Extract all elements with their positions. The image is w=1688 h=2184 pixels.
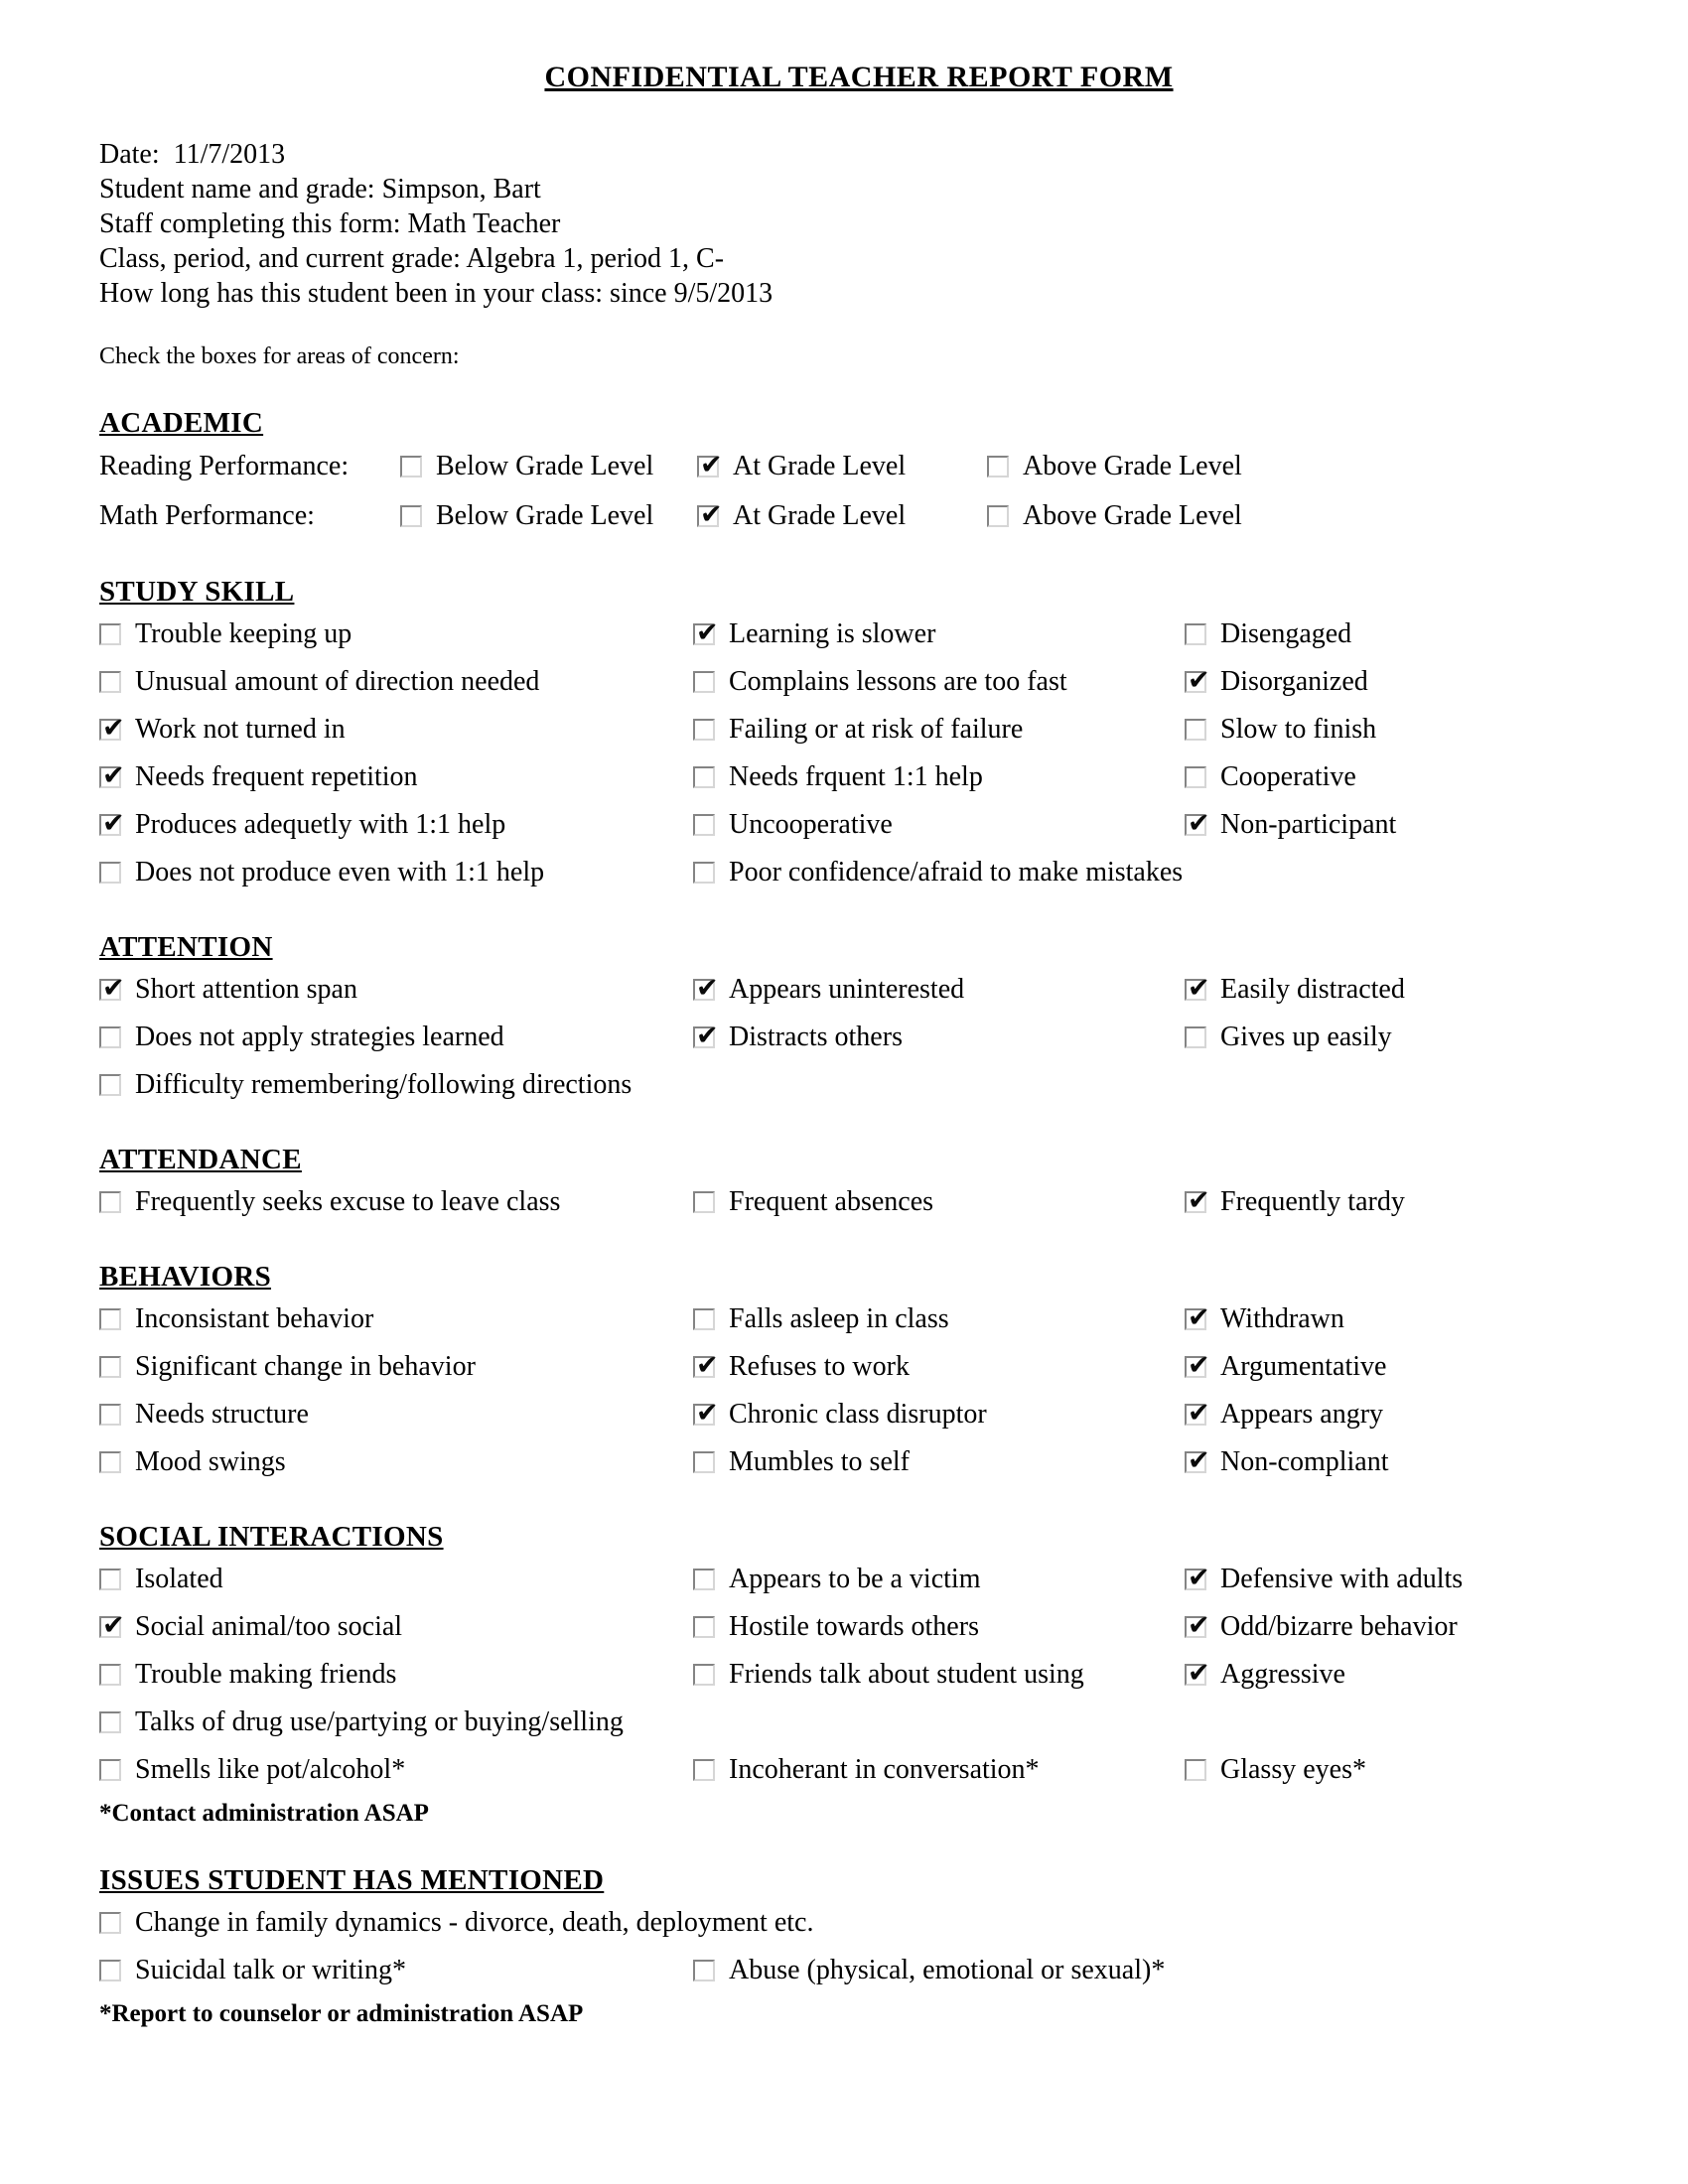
checkbox-label: Odd/bizarre behavior bbox=[1220, 1611, 1458, 1642]
checkbox-item bbox=[99, 1907, 1618, 1939]
checkbox-label: Gives up easily bbox=[1220, 1022, 1392, 1052]
checkbox-label: Needs structure bbox=[135, 1399, 309, 1430]
checkbox-label: Needs frequent repetition bbox=[135, 761, 418, 792]
checkbox-label: At Grade Level bbox=[733, 500, 907, 531]
checkbox[interactable] bbox=[400, 456, 422, 478]
checkbox[interactable] bbox=[1185, 1026, 1206, 1048]
checkmark-icon: ✔ bbox=[696, 1021, 719, 1051]
checkbox-label: Hostile towards others bbox=[729, 1611, 979, 1642]
checkbox[interactable] bbox=[697, 450, 723, 480]
checkbox-label: Unusual amount of direction needed bbox=[135, 666, 540, 697]
checkbox-item bbox=[1185, 1022, 1618, 1053]
checkbox[interactable] bbox=[693, 1021, 719, 1051]
checkbox-label: Above Grade Level bbox=[1023, 451, 1242, 481]
checkbox-label: Uncooperative bbox=[729, 809, 893, 840]
performance-label: Math Performance: bbox=[99, 500, 315, 531]
checkbox-label: Does not produce even with 1:1 help bbox=[135, 857, 545, 887]
checkbox-row bbox=[99, 753, 1618, 801]
checkbox-label: Argumentative bbox=[1220, 1351, 1387, 1382]
checkbox-row bbox=[99, 658, 1618, 706]
checkbox[interactable] bbox=[99, 862, 121, 884]
checkbox[interactable] bbox=[99, 1451, 121, 1473]
checkmark-icon: ✔ bbox=[102, 1610, 125, 1641]
checkbox-label: Chronic class disruptor bbox=[729, 1399, 987, 1430]
checkmark-icon: ✔ bbox=[102, 973, 125, 1004]
checkbox[interactable] bbox=[693, 671, 715, 693]
checkbox-label: Talks of drug use/partying or buying/selling bbox=[135, 1706, 624, 1737]
checkbox-item bbox=[99, 666, 693, 698]
checkbox[interactable] bbox=[99, 1404, 121, 1426]
checkbox-item bbox=[693, 666, 1185, 698]
checkbox[interactable] bbox=[99, 760, 125, 791]
checkbox-label: Frequent absences bbox=[729, 1186, 934, 1217]
checkbox[interactable] bbox=[400, 505, 422, 527]
checkbox-item bbox=[99, 1399, 693, 1431]
checkbox[interactable] bbox=[99, 671, 121, 693]
form-section bbox=[99, 1861, 1618, 2030]
checkbox-label: Suicidal talk or writing* bbox=[135, 1955, 406, 1985]
checkbox-item bbox=[99, 1659, 693, 1691]
header-line: Staff completing this form: Math Teacher bbox=[99, 208, 561, 239]
checkbox[interactable] bbox=[1185, 665, 1210, 696]
checkmark-icon: ✔ bbox=[1188, 1563, 1210, 1593]
header-line: Class, period, and current grade: Algebra 1, period 1, C- bbox=[99, 243, 725, 274]
checkbox[interactable] bbox=[1185, 623, 1206, 645]
checkbox-item bbox=[99, 857, 693, 888]
checkbox-item bbox=[693, 809, 1185, 841]
checkbox-item bbox=[693, 974, 1185, 1006]
checkbox-item bbox=[1185, 1186, 1618, 1218]
checkbox-label: Produces adequetly with 1:1 help bbox=[135, 809, 506, 840]
checkbox-item bbox=[99, 1564, 693, 1595]
checkbox-item bbox=[1185, 714, 1618, 746]
checkmark-icon: ✔ bbox=[696, 973, 719, 1004]
checkbox-label: Appears uninterested bbox=[729, 974, 965, 1005]
checkbox[interactable] bbox=[99, 1074, 121, 1096]
checkbox[interactable] bbox=[987, 456, 1009, 478]
checkbox-item bbox=[99, 618, 693, 650]
checkbox[interactable] bbox=[1185, 1610, 1210, 1641]
checkbox-item bbox=[99, 1446, 693, 1478]
checkbox-label: Distracts others bbox=[729, 1022, 903, 1052]
checkbox-item bbox=[99, 1955, 693, 1986]
checkbox-item bbox=[400, 500, 697, 532]
checkbox-row bbox=[99, 1947, 1618, 1994]
checkbox[interactable] bbox=[693, 1350, 719, 1381]
checkbox-item bbox=[99, 1351, 693, 1383]
checkbox-item bbox=[99, 714, 693, 746]
checkbox-item bbox=[1185, 1399, 1618, 1431]
checkbox[interactable] bbox=[987, 505, 1009, 527]
checkbox-item bbox=[1185, 1611, 1618, 1643]
section-heading: ISSUES STUDENT HAS MENTIONED bbox=[99, 1864, 605, 1896]
checkbox-row bbox=[99, 1296, 1618, 1343]
checkbox-row bbox=[99, 706, 1618, 753]
checkbox-label: At Grade Level bbox=[733, 451, 907, 481]
checkbox-label: Below Grade Level bbox=[436, 451, 654, 481]
checkbox-label: Appears to be a victim bbox=[729, 1564, 981, 1594]
checkbox-item bbox=[693, 857, 1618, 888]
checkbox[interactable] bbox=[1185, 1350, 1210, 1381]
checkbox[interactable] bbox=[99, 1569, 121, 1590]
checkbox-label: Short attention span bbox=[135, 974, 357, 1005]
checkbox-row bbox=[99, 801, 1618, 849]
checkbox-label: Abuse (physical, emotional or sexual)* bbox=[729, 1955, 1166, 1985]
checkbox[interactable] bbox=[693, 1759, 715, 1781]
checkbox[interactable] bbox=[1185, 766, 1206, 788]
checkbox-item bbox=[1185, 666, 1618, 698]
checkbox[interactable] bbox=[693, 1960, 715, 1981]
checkbox-item bbox=[1185, 1303, 1618, 1335]
checkbox-label: Disengaged bbox=[1220, 618, 1352, 649]
checkbox-item bbox=[1185, 1351, 1618, 1383]
checkbox[interactable] bbox=[693, 1398, 719, 1429]
checkmark-icon: ✔ bbox=[102, 760, 125, 791]
checkmark-icon: ✔ bbox=[1188, 1302, 1210, 1333]
checkbox-item bbox=[400, 451, 697, 482]
checkbox-item bbox=[1185, 974, 1618, 1006]
form-section bbox=[99, 1141, 1618, 1226]
checkbox[interactable] bbox=[693, 1664, 715, 1686]
section-footnote: *Contact administration ASAP bbox=[99, 1800, 429, 1827]
checkbox[interactable] bbox=[693, 719, 715, 741]
checkbox[interactable] bbox=[693, 814, 715, 836]
checkbox-label: Appears angry bbox=[1220, 1399, 1384, 1430]
checkmark-icon: ✔ bbox=[1188, 1445, 1210, 1476]
checkbox[interactable] bbox=[99, 808, 125, 839]
checkbox-row bbox=[99, 1899, 1618, 1947]
checkbox[interactable] bbox=[1185, 1563, 1210, 1593]
checkbox[interactable] bbox=[1185, 808, 1210, 839]
checkmark-icon: ✔ bbox=[1188, 973, 1210, 1004]
header-lines bbox=[99, 137, 1618, 311]
checkmark-icon: ✔ bbox=[1188, 1658, 1210, 1689]
checkbox[interactable] bbox=[1185, 1445, 1210, 1476]
checkbox-label: Above Grade Level bbox=[1023, 500, 1242, 531]
checkbox-label: Non-compliant bbox=[1220, 1446, 1389, 1477]
checkbox-item bbox=[1185, 1564, 1618, 1595]
header-line: Student name and grade: Simpson, Bart bbox=[99, 174, 541, 205]
checkbox[interactable] bbox=[99, 1759, 121, 1781]
checkbox-item bbox=[693, 1022, 1185, 1053]
checkbox[interactable] bbox=[693, 1569, 715, 1590]
checkbox[interactable] bbox=[693, 1308, 715, 1330]
checkbox[interactable] bbox=[99, 713, 125, 744]
checkbox-item bbox=[1185, 1754, 1618, 1786]
checkbox-label: Frequently tardy bbox=[1220, 1186, 1405, 1217]
section-heading: ATTENDANCE bbox=[99, 1144, 302, 1175]
checkmark-icon: ✔ bbox=[700, 450, 723, 480]
checkbox[interactable] bbox=[1185, 1398, 1210, 1429]
checkbox-label: Cooperative bbox=[1220, 761, 1356, 792]
checkmark-icon: ✔ bbox=[1188, 808, 1210, 839]
checkbox-label: Mumbles to self bbox=[729, 1446, 910, 1477]
checkbox-label: Disorganized bbox=[1220, 666, 1368, 697]
checkbox-row bbox=[99, 849, 1618, 896]
checkbox-label: Frequently seeks excuse to leave class bbox=[135, 1186, 561, 1217]
checkbox[interactable] bbox=[99, 973, 125, 1004]
checkbox-label: Below Grade Level bbox=[436, 500, 654, 531]
checkbox[interactable] bbox=[99, 1711, 121, 1733]
form-section bbox=[99, 573, 1618, 896]
checkbox-label: Mood swings bbox=[135, 1446, 286, 1477]
checkbox-label: Needs frquent 1:1 help bbox=[729, 761, 983, 792]
checkbox-item bbox=[693, 1399, 1185, 1431]
checkbox-label: Poor confidence/afraid to make mistakes bbox=[729, 857, 1184, 887]
checkbox-item bbox=[99, 1022, 693, 1053]
checkbox[interactable] bbox=[693, 862, 715, 884]
checkbox-item bbox=[1185, 1446, 1618, 1478]
checkbox-item bbox=[99, 761, 693, 793]
checkmark-icon: ✔ bbox=[1188, 1398, 1210, 1429]
checkbox[interactable] bbox=[1185, 1302, 1210, 1333]
checkbox[interactable] bbox=[99, 1191, 121, 1213]
checkmark-icon: ✔ bbox=[696, 1398, 719, 1429]
checkbox-row bbox=[99, 1651, 1618, 1699]
checkbox-label: Trouble making friends bbox=[135, 1659, 397, 1690]
checkbox-label: Difficulty remembering/following directions bbox=[135, 1069, 633, 1100]
checkbox-row bbox=[99, 1178, 1618, 1226]
checkbox-item bbox=[99, 1303, 693, 1335]
form-section bbox=[99, 1518, 1618, 1830]
checkbox-item bbox=[693, 1754, 1185, 1786]
header-line: Date: 11/7/2013 bbox=[99, 139, 286, 170]
checkbox[interactable] bbox=[99, 1960, 121, 1981]
checkbox-item bbox=[693, 761, 1185, 793]
checkbox[interactable] bbox=[99, 1664, 121, 1686]
checkbox-item bbox=[693, 714, 1185, 746]
checkbox-label: Refuses to work bbox=[729, 1351, 910, 1382]
checkbox-label: Work not turned in bbox=[135, 714, 346, 745]
checkmark-icon: ✔ bbox=[1188, 1350, 1210, 1381]
checkbox-item bbox=[697, 451, 987, 482]
checkbox-item bbox=[99, 809, 693, 841]
checkbox-item bbox=[1185, 618, 1618, 650]
instruction-text: Check the boxes for areas of concern: bbox=[99, 343, 460, 369]
checkbox[interactable] bbox=[1185, 973, 1210, 1004]
checkbox-label: Defensive with adults bbox=[1220, 1564, 1464, 1594]
checkbox-label: Inconsistant behavior bbox=[135, 1303, 374, 1334]
checkbox-label: Does not apply strategies learned bbox=[135, 1022, 504, 1052]
checkbox-item bbox=[693, 1564, 1185, 1595]
checkbox-label: Non-participant bbox=[1220, 809, 1397, 840]
form-section bbox=[99, 1258, 1618, 1486]
checkbox-row bbox=[99, 1014, 1618, 1061]
checkbox-item bbox=[693, 1351, 1185, 1383]
checkbox-row bbox=[99, 1746, 1618, 1794]
checkbox-item bbox=[99, 1186, 693, 1218]
section-heading: ATTENTION bbox=[99, 931, 273, 963]
checkbox-item bbox=[697, 500, 987, 532]
academic-row bbox=[99, 442, 1618, 491]
checkmark-icon: ✔ bbox=[696, 617, 719, 648]
section-heading: SOCIAL INTERACTIONS bbox=[99, 1521, 444, 1553]
checkbox-item bbox=[693, 1303, 1185, 1335]
checkbox[interactable] bbox=[1185, 1759, 1206, 1781]
checkbox-item bbox=[987, 451, 1618, 482]
checkbox-item bbox=[1185, 1659, 1618, 1691]
academic-rows bbox=[99, 442, 1618, 541]
checkbox[interactable] bbox=[99, 1308, 121, 1330]
checkbox-label: Learning is slower bbox=[729, 618, 936, 649]
checkbox-row bbox=[99, 1061, 1618, 1109]
checkbox[interactable] bbox=[1185, 1658, 1210, 1689]
checkmark-icon: ✔ bbox=[102, 713, 125, 744]
checkbox-item bbox=[693, 1659, 1185, 1691]
checkbox-label: Social animal/too social bbox=[135, 1611, 403, 1642]
checkbox-label: Complains lessons are too fast bbox=[729, 666, 1067, 697]
checkbox-row bbox=[99, 966, 1618, 1014]
checkbox-item bbox=[99, 974, 693, 1006]
checkbox-item bbox=[1185, 809, 1618, 841]
checkbox-row bbox=[99, 1603, 1618, 1651]
checkbox[interactable] bbox=[99, 623, 121, 645]
checkbox[interactable] bbox=[693, 973, 719, 1004]
checkbox[interactable] bbox=[99, 1912, 121, 1934]
checkmark-icon: ✔ bbox=[696, 1350, 719, 1381]
checkbox-row bbox=[99, 1391, 1618, 1438]
checkbox[interactable] bbox=[693, 617, 719, 648]
checkbox-item bbox=[987, 500, 1618, 532]
checkbox-item bbox=[693, 618, 1185, 650]
checkmark-icon: ✔ bbox=[1188, 665, 1210, 696]
section-footnote: *Report to counselor or administration ASAP bbox=[99, 2000, 584, 2027]
checkbox[interactable] bbox=[693, 1616, 715, 1638]
checkbox[interactable] bbox=[99, 1610, 125, 1641]
checkbox-item bbox=[693, 1446, 1185, 1478]
checkbox-row bbox=[99, 1699, 1618, 1746]
checkbox-item bbox=[693, 1611, 1185, 1643]
page-title: CONFIDENTIAL TEACHER REPORT FORM bbox=[544, 61, 1174, 93]
checkbox-label: Failing or at risk of failure bbox=[729, 714, 1024, 745]
sections bbox=[99, 573, 1618, 2030]
checkbox[interactable] bbox=[99, 1356, 121, 1378]
checkmark-icon: ✔ bbox=[1188, 1185, 1210, 1216]
checkbox-label: Change in family dynamics - divorce, death, deployment etc. bbox=[135, 1907, 814, 1938]
checkbox-item bbox=[99, 1706, 1618, 1738]
section-heading-academic: ACADEMIC bbox=[99, 407, 264, 439]
checkbox[interactable] bbox=[1185, 719, 1206, 741]
checkmark-icon: ✔ bbox=[700, 499, 723, 530]
checkbox-label: Aggressive bbox=[1220, 1659, 1345, 1690]
checkbox-item bbox=[99, 1611, 693, 1643]
form-section bbox=[99, 928, 1618, 1109]
checkbox-label: Trouble keeping up bbox=[135, 618, 352, 649]
checkbox-item bbox=[693, 1186, 1185, 1218]
checkbox-item bbox=[99, 1754, 693, 1786]
checkbox[interactable] bbox=[99, 1026, 121, 1048]
checkbox-label: Withdrawn bbox=[1220, 1303, 1344, 1334]
checkbox-item bbox=[1185, 761, 1618, 793]
checkmark-icon: ✔ bbox=[102, 808, 125, 839]
checkbox-label: Isolated bbox=[135, 1564, 223, 1594]
checkbox[interactable] bbox=[697, 499, 723, 530]
checkbox-label: Friends talk about student using bbox=[729, 1659, 1084, 1690]
header-line: How long has this student been in your class: since 9/5/2013 bbox=[99, 278, 774, 309]
checkbox[interactable] bbox=[693, 1191, 715, 1213]
checkbox-label: Significant change in behavior bbox=[135, 1351, 476, 1382]
checkbox[interactable] bbox=[1185, 1185, 1210, 1216]
teacher-report-form bbox=[99, 58, 1618, 2030]
section-heading: BEHAVIORS bbox=[99, 1261, 272, 1293]
checkbox-item bbox=[693, 1955, 1618, 1986]
checkbox-row bbox=[99, 1438, 1618, 1486]
checkbox-label: Glassy eyes* bbox=[1220, 1754, 1366, 1785]
checkmark-icon: ✔ bbox=[1188, 1610, 1210, 1641]
checkbox-item bbox=[99, 1069, 1618, 1101]
performance-label: Reading Performance: bbox=[99, 451, 350, 481]
checkbox-row bbox=[99, 611, 1618, 658]
section-heading: STUDY SKILL bbox=[99, 576, 295, 608]
checkbox-label: Easily distracted bbox=[1220, 974, 1405, 1005]
checkbox-label: Incoherant in conversation* bbox=[729, 1754, 1040, 1785]
checkbox-label: Smells like pot/alcohol* bbox=[135, 1754, 406, 1785]
checkbox-row bbox=[99, 1343, 1618, 1391]
academic-row bbox=[99, 491, 1618, 541]
checkbox-label: Slow to finish bbox=[1220, 714, 1377, 745]
checkbox-label: Falls asleep in class bbox=[729, 1303, 949, 1334]
checkbox-row bbox=[99, 1556, 1618, 1603]
checkbox[interactable] bbox=[693, 766, 715, 788]
checkbox[interactable] bbox=[693, 1451, 715, 1473]
